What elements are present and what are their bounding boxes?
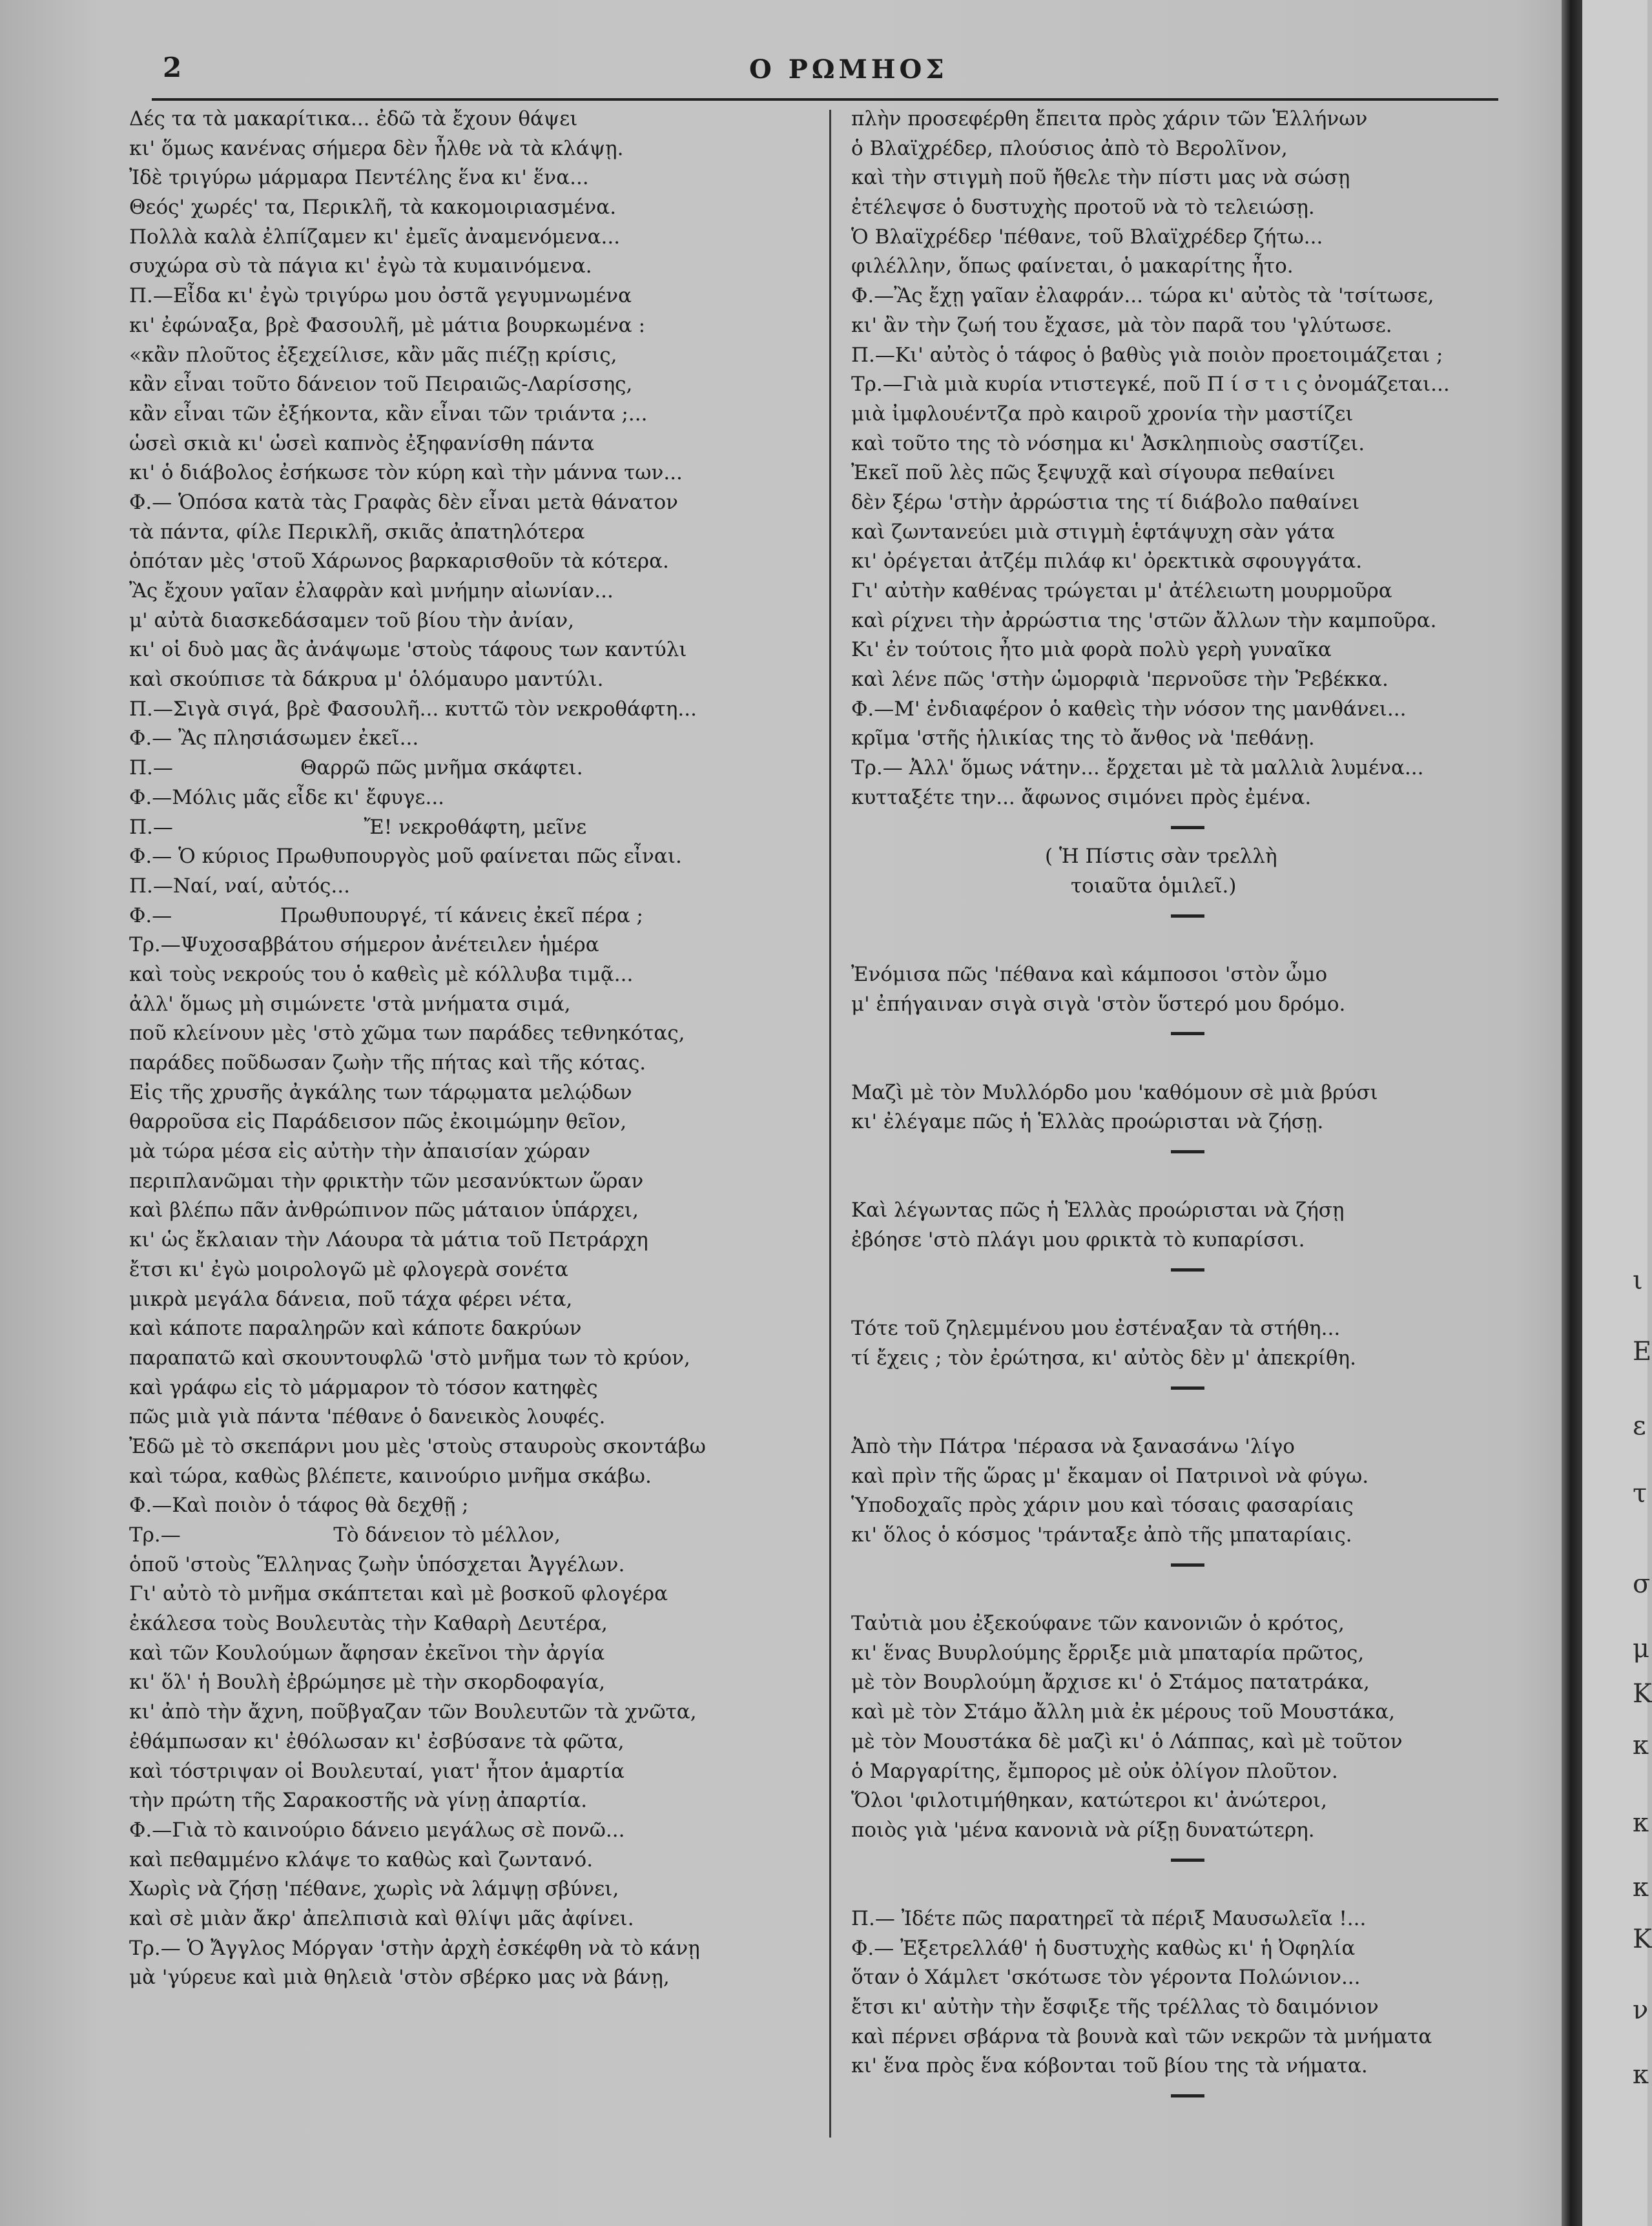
verse-line: ἐκάλεσα τοὺς Βουλευτὰς τὴν Καθαρὴ Δευτέρα,: [129, 1612, 608, 1636]
verse-line: κι' ἂν τὴν ζωή του ἔχασε, μὰ τὸν παρᾶ του 'γλύτωσε.: [851, 313, 1392, 337]
section-dash: [851, 1846, 1450, 1875]
stanza-line: ἐβόησε 'στὸ πλάγι μου φρικτὰ τὸ κυπαρίσσι.: [851, 1228, 1305, 1252]
section-dash: [851, 813, 1450, 843]
edge-glyph: κ: [1633, 1808, 1649, 1838]
blank-line: [851, 1049, 1450, 1078]
verse-line: καὶ τῶν Κουλούμων ἄφησαν ἐκεῖνοι τὴν ἀργία: [129, 1641, 605, 1665]
edge-glyph: ι: [1633, 1266, 1643, 1295]
verse-line: καὶ σκούπισε τὰ δάκρυα μ' ὁλόμαυρο μαντύλι.: [129, 668, 604, 692]
verse-line: Χωρὶς νὰ ζήσῃ 'πέθανε, χωρὶς νὰ λάμψῃ σβύνει,: [129, 1877, 619, 1901]
verse-line: κἂν εἶναι τοῦτο δάνειον τοῦ Πειραιῶς-Λαρίσσης,: [129, 373, 633, 397]
section-dash: [851, 902, 1450, 931]
verse-line: Φ.—Γιὰ τὸ καινούριο δάνειο μεγάλως σὲ πονῶ...: [129, 1818, 625, 1842]
verse-line: καὶ ρίχνει τὴν ἀρρώστια της 'στῶν ἄλλων τὴν καμποῦρα.: [851, 608, 1437, 632]
verse-line: Φ.—Μόλις μᾶς εἶδε κι' ἔφυγε...: [129, 785, 445, 809]
verse-line: ὁ Βλαϊχρέδερ, πλούσιος ἀπὸ τὸ Βερολῖνον,: [851, 136, 1288, 160]
verse-line: τὰ πάντα, φίλε Περικλῆ, σκιᾶς ἀπατηλότερα: [129, 520, 585, 544]
verse-line: μ' αὐτὰ διασκεδάσαμεν τοῦ βίου τὴν ἀνίαν,: [129, 608, 575, 632]
verse-line: Τρ.— Ὁ Ἄγγλος Μόργαν 'στὴν ἀρχὴ ἐσκέφθη νὰ τὸ κάνῃ: [129, 1936, 700, 1960]
verse-line: θαρροῦσα εἰς Παράδεισον πῶς ἐκοιμώμην θεῖον,: [129, 1110, 627, 1134]
verse-line: ὁποῦ 'στοὺς Ἕλληνας ζωὴν ὑπόσχεται Ἀγγέλων.: [129, 1552, 625, 1576]
verse-line: κι' ὀρέγεται ἀτζέμ πιλάφ κι' ὀρεκτικὰ σφουγγάτα.: [851, 550, 1363, 573]
verse-line: Τρ.— Τὸ δάνειον τὸ μέλλον,: [129, 1523, 561, 1547]
edge-glyph: ε: [1633, 1411, 1646, 1441]
verse-line: Εἰς τῆς χρυσῆς ἀγκάλης των τάρῳματα μελῴδων: [129, 1080, 632, 1104]
verse-line: ἐθάμπωσαν κι' ἐθόλωσαν κι' ἐσβύσανε τὰ φῶτα,: [129, 1729, 625, 1753]
section-dash: [851, 1137, 1450, 1167]
verse-line: Π.—Εἶδα κι' ἐγὼ τριγύρω μου ὀστᾶ γεγυμνωμένα: [129, 284, 632, 308]
verse-line: καὶ κάποτε παραληρῶν καὶ κάποτε δακρύων: [129, 1317, 582, 1341]
verse-line: μικρὰ μεγάλα δάνεια, ποῦ τάχα φέρει νέτα,: [129, 1287, 573, 1311]
verse-line: Π.— Θαρρῶ πῶς μνῆμα σκάφτει.: [129, 756, 583, 780]
verse-line: Τρ.—Γιὰ μιὰ κυρία ντιστεγκέ, ποῦ Π ί σ τ ι ς ὀνομάζεται...: [851, 373, 1450, 397]
running-title: Ο ΡΩΜΗΟΣ: [749, 54, 948, 85]
verse-line: καὶ τὴν στιγμὴ ποῦ ἤθελε τὴν πίστι μας νὰ σώσῃ: [851, 166, 1350, 190]
stanza-line: καὶ πρὶν τῆς ὥρας μ' ἔκαμαν οἱ Πατρινοὶ νὰ φύγω.: [851, 1464, 1369, 1488]
stanza-line: κι' ἕνα πρὸς ἕνα κόβονται τοῦ βίου της τὰ νήματα.: [851, 2054, 1368, 2078]
stage-direction: τοιαῦτα ὁμιλεῖ.): [1071, 874, 1237, 898]
edge-glyph: Κ: [1633, 1679, 1652, 1709]
verse-line: συχώρα σὺ τὰ πάγια κι' ἐγὼ τὰ κυμαινόμενα.: [129, 254, 592, 278]
edge-glyph: κ: [1633, 1873, 1649, 1902]
verse-line: Τρ.—Ψυχοσαββάτου σήμερον ἀνέτειλεν ἡμέρα: [129, 933, 599, 957]
stanza-line: ὁ Μαργαρίτης, ἔμπορος μὲ οὐκ ὀλίγον πλοῦτον.: [851, 1759, 1338, 1783]
verse-line: ὡσεὶ σκιὰ κι' ὡσεὶ καπνὸς ἐξηφανίσθη πάντα: [129, 431, 595, 455]
verse-line: καὶ τοὺς νεκρούς του ὁ καθεὶς μὲ κόλλυβα τιμᾷ...: [129, 962, 634, 986]
section-dash: [851, 1551, 1450, 1580]
verse-line: πλὴν προσεφέρθη ἔπειτα πρὸς χάριν τῶν Ἑλλήνων: [851, 107, 1368, 130]
edge-glyph: τ: [1633, 1479, 1647, 1509]
verse-line: Κι' ἐν τούτοις ἦτο μιὰ φορὰ πολὺ γερὴ γυναῖκα: [851, 638, 1332, 662]
stanza-line: Τότε τοῦ ζηλεμμένου μου ἐστέναξαν τὰ στήθη...: [851, 1317, 1341, 1341]
verse-line: περιπλανῶμαι τὴν φρικτὴν τῶν μεσανύκτων ὥραν: [129, 1169, 644, 1193]
facing-page-edge: [1582, 0, 1652, 2226]
verse-line: Θεός' χωρές' τα, Περικλῆ, τὰ κακομοιριασμένα.: [129, 196, 617, 220]
stanza-line: Ἐνόμισα πῶς 'πέθανα καὶ κάμποσοι 'στὸν ὦμο: [851, 962, 1328, 986]
section-dash: [851, 2081, 1450, 2111]
verse-line: Φ.— Ὁ κύριος Πρωθυπουργὸς μοῦ φαίνεται πῶς εἶναι.: [129, 845, 682, 869]
verse-line: Ἂς ἔχουν γαῖαν ἐλαφρὰν καὶ μνήμην αἰωνίαν...: [129, 579, 614, 603]
verse-line: κι' οἱ δυὸ μας ἂς ἀνάψωμε 'στοὺς τάφους των καντύλι: [129, 638, 687, 662]
verse-line: τὴν πρώτη τῆς Σαρακοστῆς νὰ γίνῃ ἀπαρτία.: [129, 1789, 588, 1813]
verse-line: πῶς μιὰ γιὰ πάντα 'πέθανε ὁ δανεικὸς λουφές.: [129, 1405, 606, 1429]
verse-line: «κἂν πλοῦτος ἐξεχείλισε, κἂν μᾶς πιέζῃ κρίσις,: [129, 343, 617, 367]
stanza-line: Φ.— Ἐξετρελλάθ' ἡ δυστυχὴς καθὼς κι' ἡ Ὀφηλία: [851, 1936, 1356, 1960]
stanza-line: μὲ τὸν Μουστάκα δὲ μαζὶ κι' ὁ Λάππας, καὶ μὲ τοῦτον: [851, 1729, 1403, 1753]
stanza-line: ὅταν ὁ Χάμλετ 'σκότωσε τὸν γέροντα Πολώνιον...: [851, 1966, 1361, 1990]
verse-line: ἐτέλεψσε ὁ δυστυχὴς προτοῦ νὰ τὸ τελειώσῃ.: [851, 196, 1315, 220]
verse-line: ποῦ κλείνουν μὲς 'στὸ χῶμα των παράδες τεθνηκότας,: [129, 1022, 685, 1046]
verse-line: Π.—Κι' αὐτὸς ὁ τάφος ὁ βαθὺς γιὰ ποιὸν προετοιμάζεται ;: [851, 343, 1443, 367]
verse-line: κι' ὅλ' ἡ Βουλὴ ἐβρώμησε μὲ τὴν σκορδοφαγία,: [129, 1671, 606, 1695]
blank-line: [851, 1875, 1450, 1904]
verse-line: μὰ τώρα μέσα εἰς αὐτὴν τὴν ἀπαισίαν χώραν: [129, 1140, 590, 1164]
edge-glyph: κ: [1633, 2060, 1649, 2090]
section-dash: [851, 1019, 1450, 1049]
verse-line: καὶ βλέπω πᾶν ἀνθρώπινον πῶς μάταιον ὑπάρχει,: [129, 1199, 639, 1222]
stanza-line: μὲ τὸν Βουρλούμη ἄρχισε κι' ὁ Στάμος πατατράκα,: [851, 1671, 1370, 1695]
edge-glyph: κ: [1633, 1731, 1649, 1760]
left-column: [129, 105, 706, 1993]
stanza-line: μ' ἐπήγαιναν σιγὰ σιγὰ 'στὸν ὕστερό μου δρόμο.: [851, 992, 1346, 1016]
stanza-line: κι' ὅλος ὁ κόσμος 'τράνταξε ἀπὸ τῆς μπαταρίαις.: [851, 1523, 1352, 1547]
verse-line: καὶ γράφω εἰς τὸ μάρμαρον τὸ τόσον κατηφὲς: [129, 1376, 598, 1399]
stanza-line: Π.— Ἰδέτε πῶς παρατηρεῖ τὰ πέριξ Μαυσωλεῖα !...: [851, 1906, 1367, 1930]
section-dash: [851, 1255, 1450, 1285]
stanza-line: Ἀπὸ τὴν Πάτρα 'πέρασα νὰ ξανασάνω 'λίγο: [851, 1434, 1295, 1458]
verse-line: καὶ τόστριψαν οἱ Βουλευταί, γιατ' ἦτον ἁμαρτία: [129, 1759, 625, 1783]
verse-line: Π.—Ναί, ναί, αὐτός...: [129, 874, 350, 898]
stanza-line: ποιὸς γιὰ 'μένα κανονιὰ νὰ ρίξῃ δυνατώτερη.: [851, 1818, 1315, 1842]
stanza-line: Μαζὶ μὲ τὸν Μυλλόρδο μου 'καθόμουν σὲ μιὰ βρύσι: [851, 1080, 1378, 1104]
verse-line: Δές τα τὰ μακαρίτικα... ἐδῶ τὰ ἔχουν θάψει: [129, 107, 578, 130]
edge-glyph: Κ: [1633, 1924, 1652, 1954]
blank-line: [851, 1403, 1450, 1432]
verse-line: καὶ πεθαμμένο κλάψε το καθὼς καὶ ζωντανό.: [129, 1848, 594, 1871]
stanza-line: Ὅλοι 'φιλοτιμήθηκαν, κατώτεροι κι' ἀνώτεροι,: [851, 1789, 1327, 1813]
verse-line: καὶ ζωντανεύει μιὰ στιγμὴ ἑφτάψυχη σὰν γάτα: [851, 520, 1335, 544]
blank-line: [851, 931, 1450, 960]
verse-line: κἂν εἶναι τῶν ἐξήκοντα, κἂν εἶναι τῶν τριάντα ;...: [129, 402, 648, 426]
verse-line: δὲν ξέρω 'στὴν ἀρρώστια της τί διάβολο παθαίνει: [851, 490, 1360, 514]
edge-glyph: ν: [1633, 1995, 1649, 2025]
verse-line: ὁπόταν μὲς 'στοῦ Χάρωνος βαρκαρισθοῦν τὰ κότερα.: [129, 550, 669, 573]
verse-line: καὶ τώρα, καθὼς βλέπετε, καινούριο μνῆμα σκάβω.: [129, 1464, 652, 1488]
verse-line: Γι' αὐτὴν καθένας τρώγεται μ' ἀτέλειωτη μουρμοῦρα: [851, 579, 1392, 603]
verse-line: Φ.—Μ' ἐνδιαφέρον ὁ καθεὶς τὴν νόσον της μανθάνει...: [851, 697, 1407, 721]
stanza-line: τί ἔχεις ; τὸν ἐρώτησα, κι' αὐτὸς δὲν μ' ἀπεκρίθη.: [851, 1346, 1356, 1370]
verse-line: Φ.— Ἂς πλησιάσωμεν ἐκεῖ...: [129, 727, 419, 750]
stanza-line: ἔτσι κι' αὐτὴν τὴν ἔσφιξε τῆς τρέλλας τὸ δαιμόνιον: [851, 1995, 1379, 2019]
stanza-line: καὶ πέρνει σβάρνα τὰ βουνὰ καὶ τῶν νεκρῶν τὰ μνήματα: [851, 2025, 1432, 2048]
edge-glyph: μ: [1633, 1634, 1649, 1664]
verse-line: καὶ τοῦτο της τὸ νόσημα κι' Ἀσκληπιοὺς σαστίζει.: [851, 431, 1365, 455]
right-column: [851, 105, 1450, 2111]
verse-line: κι' ὡς ἔκλαιαν τὴν Λάουρα τὰ μάτια τοῦ Πετράρχη: [129, 1228, 648, 1252]
verse-line: Φ.— Ὁπόσα κατὰ τὰς Γραφὰς δὲν εἶναι μετὰ θάνατον: [129, 490, 679, 514]
verse-line: Φ.—Ἂς ἔχῃ γαῖαν ἐλαφράν... τώρα κι' αὐτὸς τὰ 'τσίτωσε,: [851, 284, 1434, 308]
column-divider: [829, 110, 831, 2138]
verse-line: κι' ἀπὸ τὴν ἄχνη, ποῦβγαζαν τῶν Βουλευτῶν τὰ χνῶτα,: [129, 1700, 697, 1724]
stanza-line: κι' ἐλέγαμε πῶς ἡ Ἑλλὰς προώρισται νὰ ζήσῃ.: [851, 1110, 1324, 1134]
verse-line: κι' ὁ διάβολος ἐσήκωσε τὸν κύρη καὶ τὴν μάννα των...: [129, 461, 683, 485]
verse-line: Ἐδῶ μὲ τὸ σκεπάρνι μου μὲς 'στοὺς σταυροὺς σκοντάβω: [129, 1434, 706, 1458]
blank-line: [851, 1580, 1450, 1609]
verse-line: κι' ὅμως κανένας σήμερα δὲν ἦλθε νὰ τὰ κλάψῃ.: [129, 136, 624, 160]
verse-line: μιὰ ἰμφλουέντζα πρὸ καιροῦ χρονία τὴν μαστίζει: [851, 402, 1354, 426]
verse-line: Γι' αὐτὸ τὸ μνῆμα σκάπτεται καὶ μὲ βοσκοῦ φλογέρα: [129, 1582, 668, 1606]
stanza-line: Ὑποδοχαῖς πρὸς χάριν μου καὶ τόσαις φασαρίαις: [851, 1494, 1354, 1518]
edge-glyph: σ: [1633, 1569, 1651, 1599]
verse-line: καὶ λένε πῶς 'στὴν ὡμορφιὰ 'περνοῦσε τὴν Ῥεβέκκα.: [851, 668, 1389, 692]
blank-line: [851, 1285, 1450, 1315]
stanza-line: καὶ μὲ τὸν Στάμο ἄλλη μιὰ ἐκ μέρους τοῦ Μουστάκα,: [851, 1700, 1396, 1724]
section-dash: [851, 1374, 1450, 1403]
verse-line: Ὁ Βλαϊχρέδερ 'πέθανε, τοῦ Βλαϊχρέδερ ζήτω...: [851, 225, 1323, 249]
verse-line: Π.—Σιγὰ σιγά, βρὲ Φασουλῆ... κυττῶ τὸν νεκροθάφτη...: [129, 697, 697, 721]
page-number: 2: [163, 52, 182, 83]
header-rule: [152, 98, 1498, 101]
verse-line: κρῖμα 'στῆς ἡλικίας της τὸ ἄνθος νὰ 'πεθάνῃ.: [851, 727, 1315, 750]
verse-line: παραπατῶ καὶ σκουντουφλῶ 'στὸ μνῆμα των τὸ κρύον,: [129, 1346, 690, 1370]
verse-line: κι' ἐφώναξα, βρὲ Φασουλῆ, μὲ μάτια βουρκωμένα :: [129, 313, 646, 337]
stanza-line: κι' ἕνας Βυυρλούμης ἔρριξε μιὰ μπαταρία πρῶτος,: [851, 1641, 1365, 1665]
verse-line: ἀλλ' ὅμως μὴ σιμώνετε 'στὰ μνήματα σιμά,: [129, 992, 571, 1016]
edge-glyph: Ε: [1633, 1337, 1652, 1366]
verse-line: παράδες ποῦδωσαν ζωὴν τῆς πήτας καὶ τῆς κότας.: [129, 1051, 646, 1075]
stanza-line: Ταὐτιὰ μου ἐξεκούφανε τῶν κανονιῶν ὁ κρότος,: [851, 1612, 1345, 1636]
verse-line: Φ.—Καὶ ποιὸν ὁ τάφος θὰ δεχθῇ ;: [129, 1494, 469, 1518]
verse-line: Φ.— Πρωθυπουργέ, τί κάνεις ἐκεῖ πέρα ;: [129, 903, 643, 927]
verse-line: Πολλὰ καλὰ ἐλπίζαμεν κι' ἐμεῖς ἀναμενόμενα...: [129, 225, 621, 249]
book-spine-shadow: [1562, 0, 1582, 2226]
verse-line: καὶ σὲ μιὰν ἄκρ' ἀπελπισιὰ καὶ θλίψι μᾶς ἀφίνει.: [129, 1906, 634, 1930]
verse-line: ἔτσι κι' ἐγὼ μοιρολογῶ μὲ φλογερὰ σονέτα: [129, 1257, 569, 1281]
verse-line: φιλέλλην, ὅπως φαίνεται, ὁ μακαρίτης ἦτο.: [851, 254, 1294, 278]
stage-direction: ( Ἡ Πίστις σὰν τρελλὴ: [1045, 845, 1277, 869]
verse-line: μὰ 'γύρευε καὶ μιὰ θηλειὰ 'στὸν σβέρκο μας νὰ βάνῃ,: [129, 1966, 670, 1990]
verse-line: Ἰδὲ τριγύρω μάρμαρα Πεντέλης ἕνα κι' ἕνα...: [129, 166, 589, 190]
verse-line: κυτταξέτε την... ἄφωνος σιμόνει πρὸς ἐμένα.: [851, 785, 1312, 809]
blank-line: [851, 1167, 1450, 1197]
verse-line: Π.— Ἔ! νεκροθάφτη, μεῖνε: [129, 815, 587, 839]
verse-line: Ἐκεῖ ποῦ λὲς πῶς ξεψυχᾷ καὶ σίγουρα πεθαίνει: [851, 461, 1336, 485]
stanza-line: Καὶ λέγωντας πῶς ἡ Ἑλλὰς προώρισται νὰ ζήσῃ: [851, 1199, 1345, 1222]
verse-line: Τρ.— Ἀλλ' ὅμως νάτην... ἔρχεται μὲ τὰ μαλλιὰ λυμένα...: [851, 756, 1424, 780]
